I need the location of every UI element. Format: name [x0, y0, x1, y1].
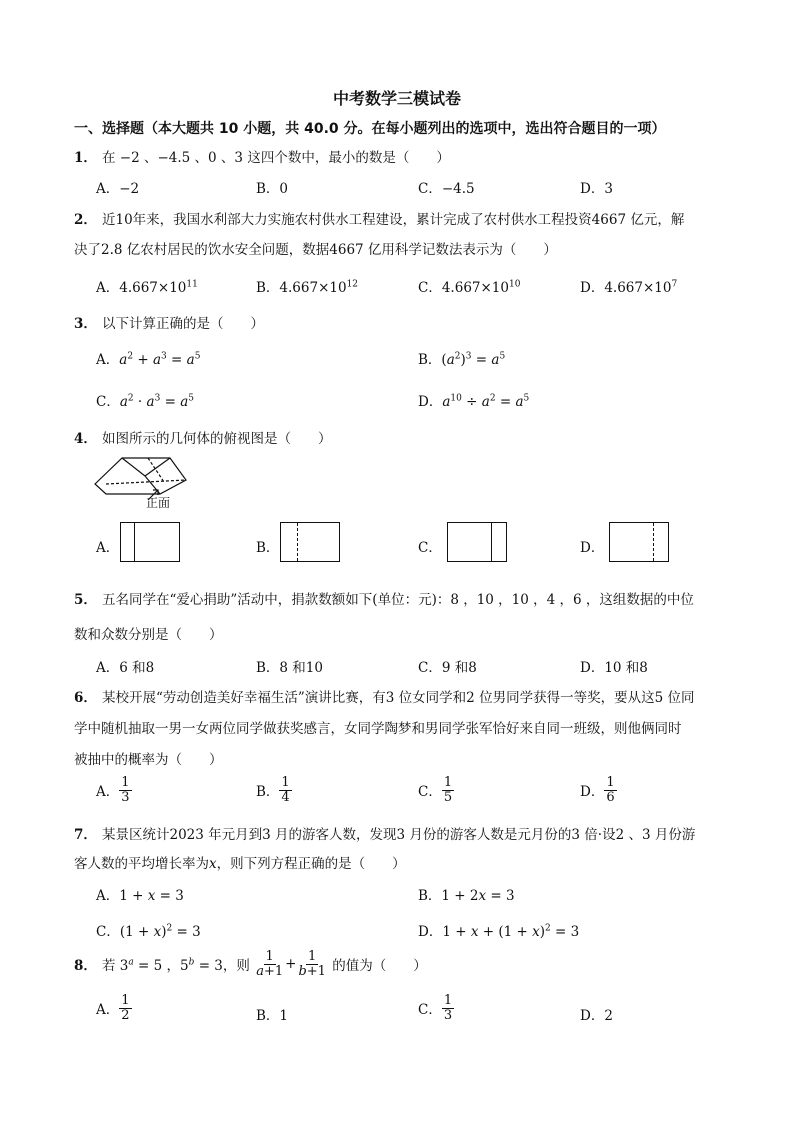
question-text-line1: 某校开展“劳动创造美好幸福生活”演讲比赛，有3 位女同学和2 位男同学获得一等奖，要从这5 位同: [102, 690, 695, 706]
q3-option-b[interactable]: B．$(a^2)^3 = a^5$: [418, 351, 506, 368]
question-number: 4．: [74, 431, 97, 447]
q5-option-b[interactable]: B．8 和10: [256, 660, 323, 676]
question-number: 7．: [74, 827, 97, 843]
q4-option-b-label[interactable]: B．: [256, 540, 280, 556]
question-text-line1: 某景区统计2023 年元月到3 月的游客人数，发现3 月份的游客人数是元月份的3 倍·设2 、3 月份游: [102, 827, 696, 843]
q4-option-c-label[interactable]: C．: [418, 540, 442, 556]
page-title: 中考数学三模试卷: [332, 89, 461, 108]
q8-option-c[interactable]: C． $\frac{1}{3}$: [418, 993, 453, 1023]
question-2: [74, 208, 684, 228]
question-text: 如图所示的几何体的俯视图是（ ）: [102, 431, 332, 447]
question-3: [74, 312, 264, 332]
q1-option-a[interactable]: A．−2: [96, 181, 140, 197]
question-text: 在 −2 、−4.5 、0 、3 这四个数中，最小的数是（ ）: [102, 150, 450, 166]
question-6-line2: 学中随机抽取一男一女两位同学做获奖感言，女同学陶梦和男同学张军恰好来自同一班级，则他俩同时: [74, 721, 682, 737]
question-number: 6．: [74, 690, 97, 706]
question-7: [74, 823, 695, 843]
q5-option-d[interactable]: D．10 和8: [580, 660, 648, 676]
q7-option-b[interactable]: B．1 + 2x = 3: [418, 888, 515, 904]
figure-label: 正面: [146, 496, 171, 510]
question-2-line2: 决了2.8 亿农村居民的饮水安全问题，数据4667 亿用科学记数法表示为（ ）: [74, 242, 557, 258]
q4-option-d-view[interactable]: [609, 522, 669, 562]
q2-option-d[interactable]: D．$4.667\times 10^7$: [580, 279, 678, 296]
q1-option-d[interactable]: D．3: [580, 181, 613, 197]
q4-option-b-view[interactable]: [280, 522, 340, 562]
question-1: [74, 146, 450, 166]
question-number: 8．: [74, 958, 97, 975]
question-text: 以下计算正确的是（ ）: [102, 316, 264, 332]
question-5-line2: 数和众数分别是（ ）: [74, 627, 223, 643]
q7-option-a[interactable]: A．1 + x = 3: [96, 888, 184, 904]
prism-figure: [90, 450, 200, 512]
question-number: 2．: [74, 212, 97, 228]
q1-option-c[interactable]: C．−4.5: [418, 181, 475, 197]
q8-option-b[interactable]: B．1: [256, 1008, 289, 1024]
q4-option-d-label[interactable]: D．: [580, 540, 605, 556]
q3-option-c[interactable]: C．$a^2 \cdot a^3 = a^5$: [96, 393, 195, 410]
q3-option-d[interactable]: D．$a^{10} \div a^2 = a^5$: [418, 393, 530, 410]
q4-option-a-label[interactable]: A．: [96, 540, 120, 556]
q8-option-d[interactable]: D．2: [580, 1008, 613, 1024]
q3-option-a[interactable]: A．$a^2 + a^3 = a^5$: [96, 351, 201, 368]
q2-option-c[interactable]: C．$4.667\times 10^{10}$: [418, 279, 521, 296]
question-7-line2: 客人数的平均增长率为x，则下列方程正确的是（ ）: [74, 856, 406, 872]
q5-option-a[interactable]: A．6 和8: [96, 660, 155, 676]
question-5: [74, 588, 694, 608]
q6-option-b[interactable]: B． $\frac{1}{4}$: [256, 775, 290, 805]
q5-option-c[interactable]: C．9 和8: [418, 660, 477, 676]
question-text-line1: 近10年来，我国水利部大力实施农村供水工程建设，累计完成了农村供水工程投资4667 亿元，解: [102, 212, 685, 228]
q6-option-a[interactable]: A． $\frac{1}{3}$: [96, 775, 130, 805]
q2-option-a[interactable]: A．$4.667\times 10^{11}$: [96, 279, 198, 296]
q1-option-b[interactable]: B．0: [256, 181, 289, 197]
question-number: 3．: [74, 316, 97, 332]
q7-option-d[interactable]: D．$1 + x + (1 + x)^2 = 3$: [418, 923, 580, 940]
q6-option-d[interactable]: D． $\frac{1}{6}$: [580, 775, 615, 805]
q7-option-c[interactable]: C．$(1 + x)^2 = 3$: [96, 923, 201, 940]
question-number: 1．: [74, 150, 97, 166]
question-8: 8． 若 $3^a = 5$ ，$5^b = 3$，则 $\frac{1}{a+1}$ + $\frac{1}{b+1}$ 的值为（ ）: [74, 949, 427, 979]
question-6-line3: 被抽中的概率为（ ）: [74, 752, 223, 768]
section-heading: 一、选择题（本大题共 10 小题，共 40.0 分。在每小题列出的选项中，选出符合题目的一项）: [74, 121, 666, 137]
q2-option-b[interactable]: B．$4.667\times 10^{12}$: [256, 279, 359, 296]
question-text-line1: 五名同学在“爱心捐助”活动中，捐款数额如下(单位：元)：8 ，10 ，10 ，4 ，6 ，这组数据的中位: [102, 592, 694, 608]
question-number: 5．: [74, 592, 97, 608]
q8-option-a[interactable]: A． $\frac{1}{2}$: [96, 993, 130, 1023]
question-6: [74, 686, 694, 706]
q4-option-a-view[interactable]: [120, 522, 180, 562]
q6-option-c[interactable]: C． $\frac{1}{5}$: [418, 775, 453, 805]
q4-option-c-view[interactable]: [447, 522, 507, 562]
question-4: [74, 427, 332, 447]
